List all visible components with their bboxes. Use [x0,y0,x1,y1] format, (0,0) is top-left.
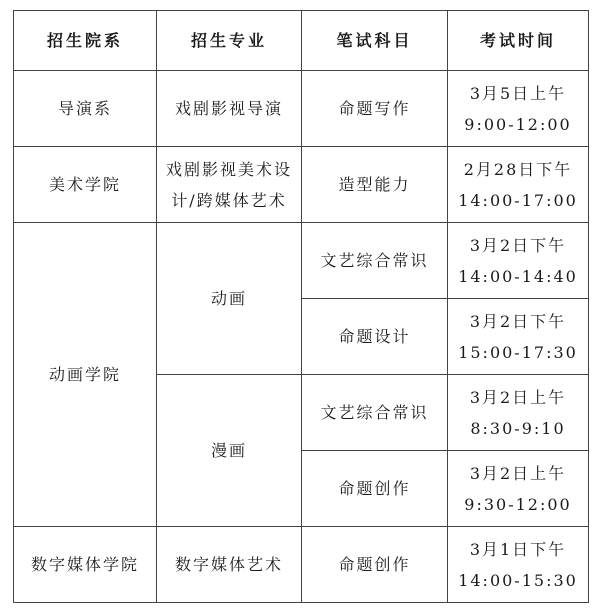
exam-date: 3月2日下午 [469,311,567,331]
major-cell: 动画 [157,223,302,375]
major-cell: 数字媒体艺术 [157,527,302,603]
major-line: 戏剧影视美术设 [165,159,292,179]
exam-hours: 15:00-17:30 [458,342,578,362]
exam-time-cell [448,147,589,223]
subject-cell: 命题写作 [302,71,448,147]
header-exam-time: 考试时间 [448,11,589,71]
header-major: 招生专业 [157,11,302,71]
department-cell: 导演系 [14,71,157,147]
department-cell: 美术学院 [14,147,157,223]
exam-time-cell [448,375,589,451]
exam-schedule-table-wrapper [13,10,589,603]
exam-hours: 8:30-9:10 [470,418,566,438]
header-row [14,11,589,71]
department-cell: 动画学院 [14,223,157,527]
subject-cell: 命题创作 [302,527,448,603]
table-row [14,527,589,603]
exam-schedule-table [13,10,589,603]
header-department: 招生院系 [14,11,157,71]
major-line: 计/跨媒体艺术 [171,190,287,210]
exam-date: 3月1日下午 [469,539,567,559]
exam-hours: 14:00-17:00 [458,190,578,210]
exam-time-cell [448,451,589,527]
exam-hours: 9:30-12:00 [464,494,572,514]
exam-hours: 9:00-12:00 [464,114,572,134]
exam-date: 3月2日上午 [469,463,567,483]
exam-date: 2月28日下午 [463,159,573,179]
exam-time-cell [448,527,589,603]
major-cell: 漫画 [157,375,302,527]
header-subject: 笔试科目 [302,11,448,71]
exam-date: 3月2日上午 [469,387,567,407]
exam-hours: 14:00-15:30 [458,570,578,590]
major-cell [157,147,302,223]
table-row [14,223,589,299]
exam-time-cell [448,299,589,375]
subject-cell: 文艺综合常识 [302,223,448,299]
exam-time-cell [448,71,589,147]
table-row [14,147,589,223]
exam-date: 3月2日下午 [469,235,567,255]
subject-cell: 命题设计 [302,299,448,375]
subject-cell: 命题创作 [302,451,448,527]
major-cell: 戏剧影视导演 [157,71,302,147]
exam-date: 3月5日上午 [469,83,567,103]
exam-hours: 14:00-14:40 [458,266,578,286]
exam-time-cell [448,223,589,299]
subject-cell: 造型能力 [302,147,448,223]
department-cell: 数字媒体学院 [14,527,157,603]
table-row [14,71,589,147]
subject-cell: 文艺综合常识 [302,375,448,451]
